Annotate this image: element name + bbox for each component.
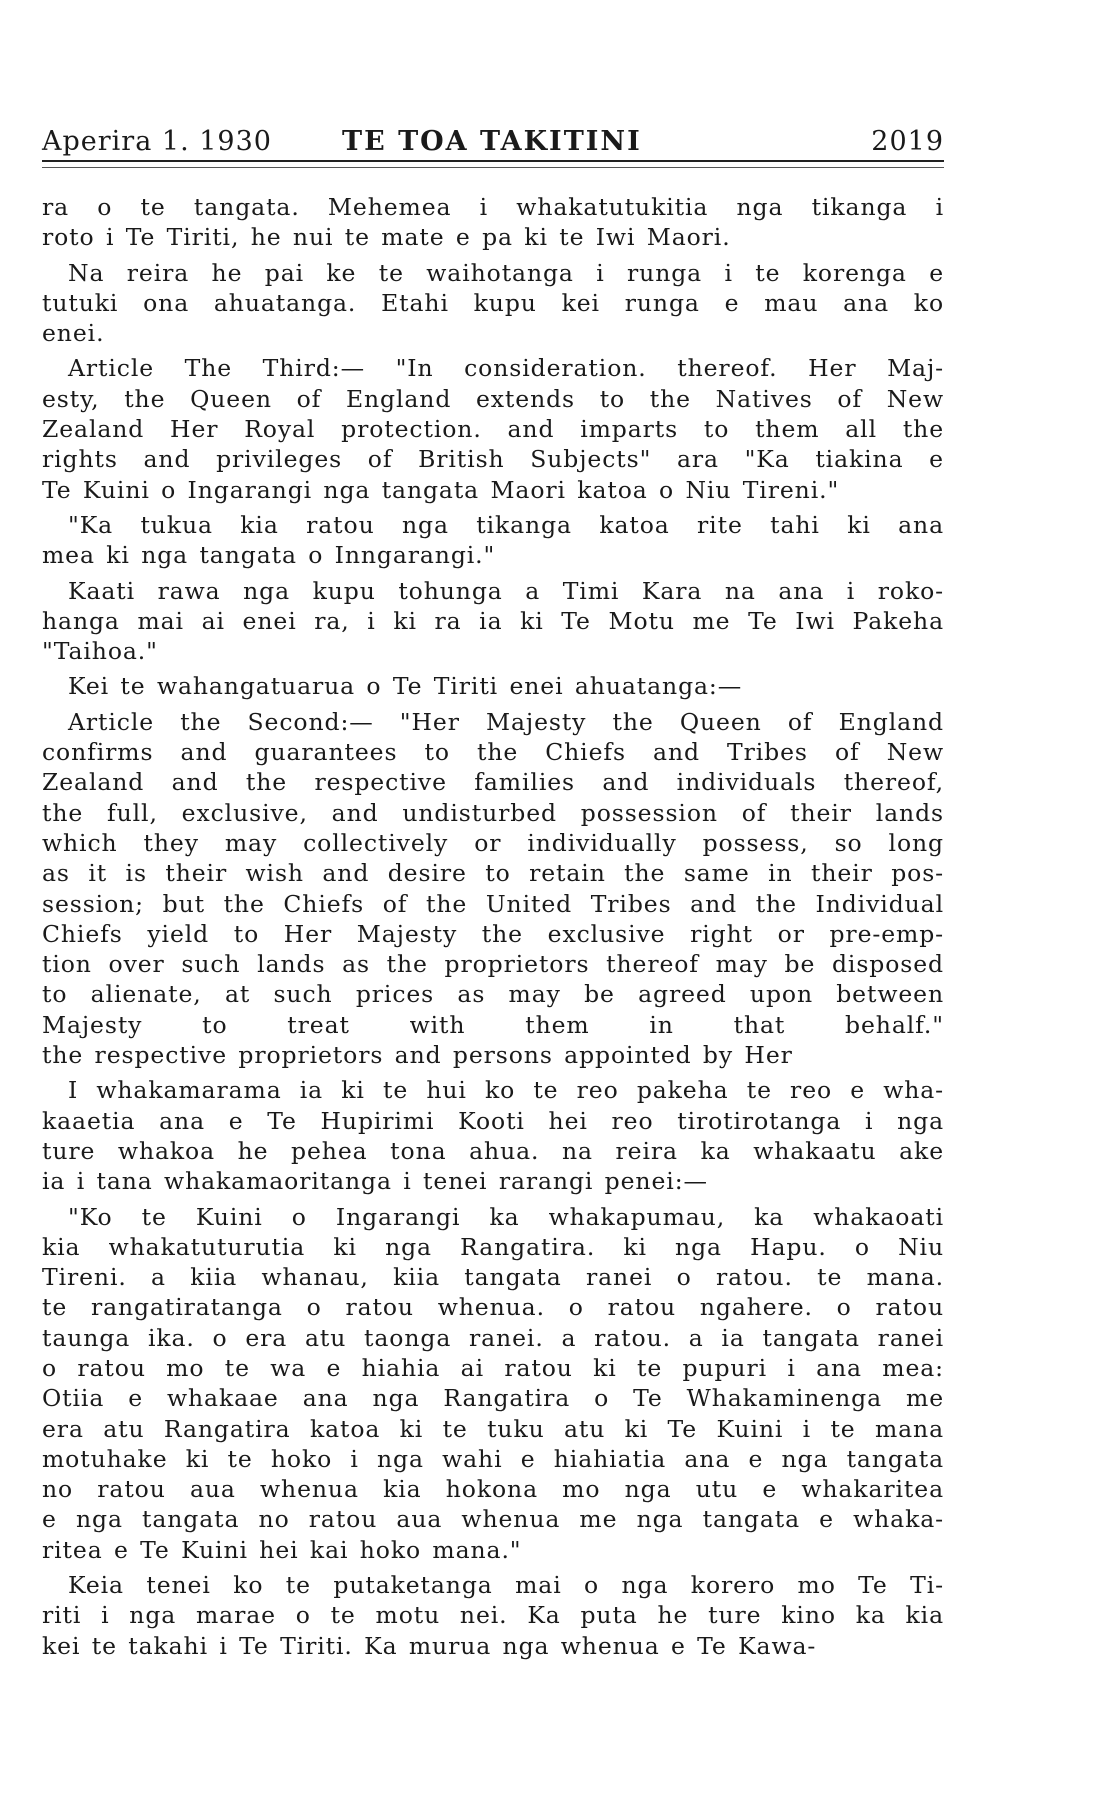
text-line: Chiefs yield to Her Majesty the exclusive right or pre-emp-	[42, 919, 944, 948]
text-line: Kei te wahangatuarua o Te Tiriti enei ahuatanga:—	[68, 672, 743, 701]
text-line: Otiia e whakaae ana nga Rangatira o Te Whakaminenga me	[42, 1384, 944, 1413]
text-line: Kaati rawa nga kupu tohunga a Timi Kara na ana i roko-	[68, 576, 944, 605]
text-line: kei te takahi i Te Tiriti. Ka murua nga whenua e Te Kawa-	[42, 1631, 817, 1660]
text-line: era atu Rangatira katoa ki te tuku atu ki Te Kuini i te mana	[42, 1414, 944, 1443]
text-line: "Ko te Kuini o Ingarangi ka whakapumau, ka whakaoati	[68, 1202, 944, 1231]
text-line: ture whakoa he pehea tona ahua. na reira ka whakaatu ake	[42, 1136, 944, 1165]
text-line: session; but the Chiefs of the United Tribes and the Individual	[42, 889, 944, 918]
text-line: Zealand Her Royal protection. and imparts to them all the	[42, 415, 944, 444]
header-date: Aperira 1. 1930	[42, 126, 272, 157]
text-line: ritea e Te Kuini hei kai hoko mana."	[42, 1535, 522, 1564]
text-line: esty, the Queen of England extends to the Natives of New	[42, 384, 944, 413]
text-line: Keia tenei ko te putaketanga mai o nga korero mo Te Ti-	[68, 1571, 944, 1600]
text-line: enei.	[42, 319, 105, 348]
paragraph	[42, 192, 944, 253]
text-line: riti i nga marae o te motu nei. Ka puta he ture kino ka kia	[42, 1601, 944, 1630]
page-number: 2019	[871, 126, 944, 157]
text-line: Tireni. a kiia whanau, kiia tangata ranei o ratou. te mana.	[42, 1263, 944, 1292]
text-line: ia i tana whakamaoritanga i tenei rarangi penei:—	[42, 1167, 708, 1196]
text-line: I whakamarama ia ki te hui ko te reo pakeha te reo e wha-	[68, 1076, 944, 1105]
text-line: as it is their wish and desire to retain the same in their pos-	[42, 859, 944, 888]
paragraph	[42, 510, 944, 571]
paragraph	[42, 707, 944, 1071]
text-line: "Ka tukua kia ratou nga tikanga katoa rite tahi ki ana	[68, 510, 944, 539]
paragraph	[42, 671, 944, 701]
text-line: tutuki ona ahuatanga. Etahi kupu kei runga e mau ana ko	[42, 288, 944, 317]
text-line: which they may collectively or individually possess, so long	[42, 828, 944, 857]
text-line: kaaetia ana e Te Hupirimi Kooti hei reo tirotirotanga i nga	[42, 1106, 944, 1135]
text-line: rights and privileges of British Subjects" ara "Ka tiakina e	[42, 445, 944, 474]
text-line: roto i Te Tiriti, he nui te mate e pa ki te Iwi Maori.	[42, 223, 731, 252]
text-line: ra o te tangata. Mehemea i whakatutukitia nga tikanga i	[42, 193, 944, 221]
running-header	[42, 118, 944, 162]
text-line: to alienate, at such prices as may be agreed upon between	[42, 980, 944, 1009]
header-rule	[42, 167, 944, 168]
paragraph	[42, 576, 944, 667]
text-line: Zealand and the respective families and individuals thereof,	[42, 768, 944, 797]
text-line: taunga ika. o era atu taonga ranei. a ratou. a ia tangata ranei	[42, 1323, 944, 1352]
text-line: Te Kuini o Ingarangi nga tangata Maori katoa o Niu Tireni."	[42, 475, 840, 504]
text-line: "Taihoa."	[42, 637, 158, 666]
text-line: Article the Second:— "Her Majesty the Queen of England	[68, 707, 944, 736]
text-line: Article The Third:— "In consideration. thereof. Her Maj-	[68, 354, 944, 383]
text-line: the respective proprietors and persons appointed by Her	[42, 1041, 793, 1070]
text-line: mea ki nga tangata o Inngarangi."	[42, 541, 496, 570]
document-page	[42, 118, 944, 1666]
paragraph	[42, 1075, 944, 1196]
header-title: TE TOA TAKITINI	[342, 126, 642, 157]
text-line: tion over such lands as the proprietors thereof may be disposed	[42, 950, 944, 979]
text-line: no ratou aua whenua kia hokona mo nga utu e whakaritea	[42, 1475, 944, 1504]
text-line: o ratou mo te wa e hiahia ai ratou ki te pupuri i ana mea:	[42, 1353, 944, 1382]
article-body	[42, 192, 944, 1661]
paragraph	[42, 1570, 944, 1661]
text-line: e nga tangata no ratou aua whenua me nga tangata e whaka-	[42, 1505, 944, 1534]
paragraph	[42, 258, 944, 349]
text-line: te rangatiratanga o ratou whenua. o ratou ngahere. o ratou	[42, 1293, 944, 1322]
paragraph	[42, 353, 944, 504]
text-line: motuhake ki te hoko i nga wahi e hiahiatia ana e nga tangata	[42, 1444, 944, 1473]
text-line: the full, exclusive, and undisturbed possession of their lands	[42, 798, 944, 827]
text-line: Na reira he pai ke te waihotanga i runga i te korenga e	[68, 258, 944, 287]
text-line: kia whakatuturutia ki nga Rangatira. ki nga Hapu. o Niu	[42, 1232, 944, 1261]
text-line: Majesty to treat with them in that behalf."	[42, 1010, 944, 1039]
paragraph	[42, 1202, 944, 1566]
text-line: confirms and guarantees to the Chiefs and Tribes of New	[42, 738, 944, 767]
text-line: hanga mai ai enei ra, i ki ra ia ki Te Motu me Te Iwi Pakeha	[42, 606, 944, 635]
